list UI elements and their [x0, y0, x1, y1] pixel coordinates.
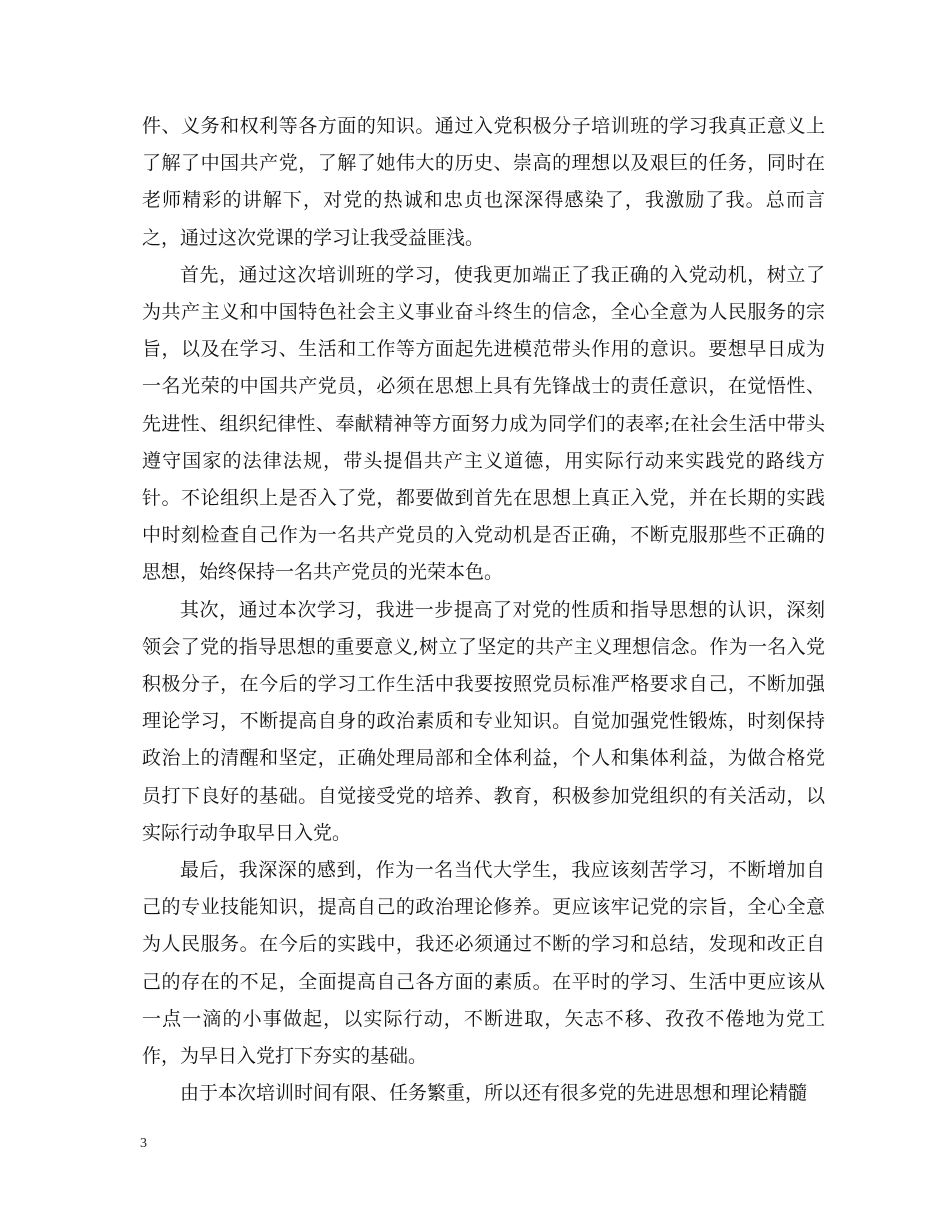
paragraph-1: 件、义务和权利等各方面的知识。通过入党积极分子培训班的学习我真正意义上了解了中国共产党，了解了她伟大的历史、崇高的理想以及艰巨的任务，同时在老师精彩的讲解下，对党的热诚和忠贞也深深得感染了，我激励了我。总而言之，通过这次党课的学习让我受益匪浅。 — [142, 115, 825, 249]
paragraph-2: 首先，通过这次培训班的学习，使我更加端正了我正确的入党动机，树立了为共产主义和中国特色社会主义事业奋斗终生的信念，全心全意为人民服务的宗旨，以及在学习、生活和工作等方面起先进模范带头作用的意识。要想早日成为一名光荣的中国共产党员，必须在思想上具有先锋战士的责任意识，在觉悟性、先进性、组织纪律性、奉献精神等方面努力成为同学们的表率;在社会生活中带头遵守国家的法律法规，带头提倡共产主义道德，用实际行动来实践党的路线方针。不论组织上是否入了党，都要做到首先在思想上真正入党，并在长期的实践中时刻检查自己作为一名共产党员的入党动机是否正确，不断克服那些不正确的思想，始终保持一名共产党员的光荣本色。 — [142, 263, 825, 584]
document-body — [142, 108, 825, 1112]
page-number: 3 — [140, 1136, 147, 1151]
paragraph-5: 由于本次培训时间有限、任务繁重，所以还有很多党的先进思想和理论精髓 — [180, 1082, 808, 1105]
paragraph-4: 最后，我深深的感到，作为一名当代大学生，我应该刻苦学习，不断增加自己的专业技能知识，提高自己的政治理论修养。更应该牢记党的宗旨，全心全意为人民服务。在今后的实践中，我还必须通过不断的学习和总结，发现和改正自己的存在的不足，全面提高自己各方面的素质。在平时的学习、生活中更应该从一点一滴的小事做起，以实际行动，不断进取，矢志不移、孜孜不倦地为党工作，为早日入党打下夯实的基础。 — [142, 859, 825, 1068]
paragraph-3: 其次，通过本次学习，我进一步提高了对党的性质和指导思想的认识，深刻领会了党的指导思想的重要意义,树立了坚定的共产主义理想信念。作为一名入党积极分子，在今后的学习工作生活中我要按照党员标准严格要求自己，不断加强理论学习，不断提高自身的政治素质和专业知识。自觉加强党性锻炼，时刻保持政治上的清醒和坚定，正确处理局部和全体利益，个人和集体利益，为做合格党员打下良好的基础。自觉接受党的培养、教育，积极参加党组织的有关活动，以实际行动争取早日入党。 — [142, 598, 825, 844]
